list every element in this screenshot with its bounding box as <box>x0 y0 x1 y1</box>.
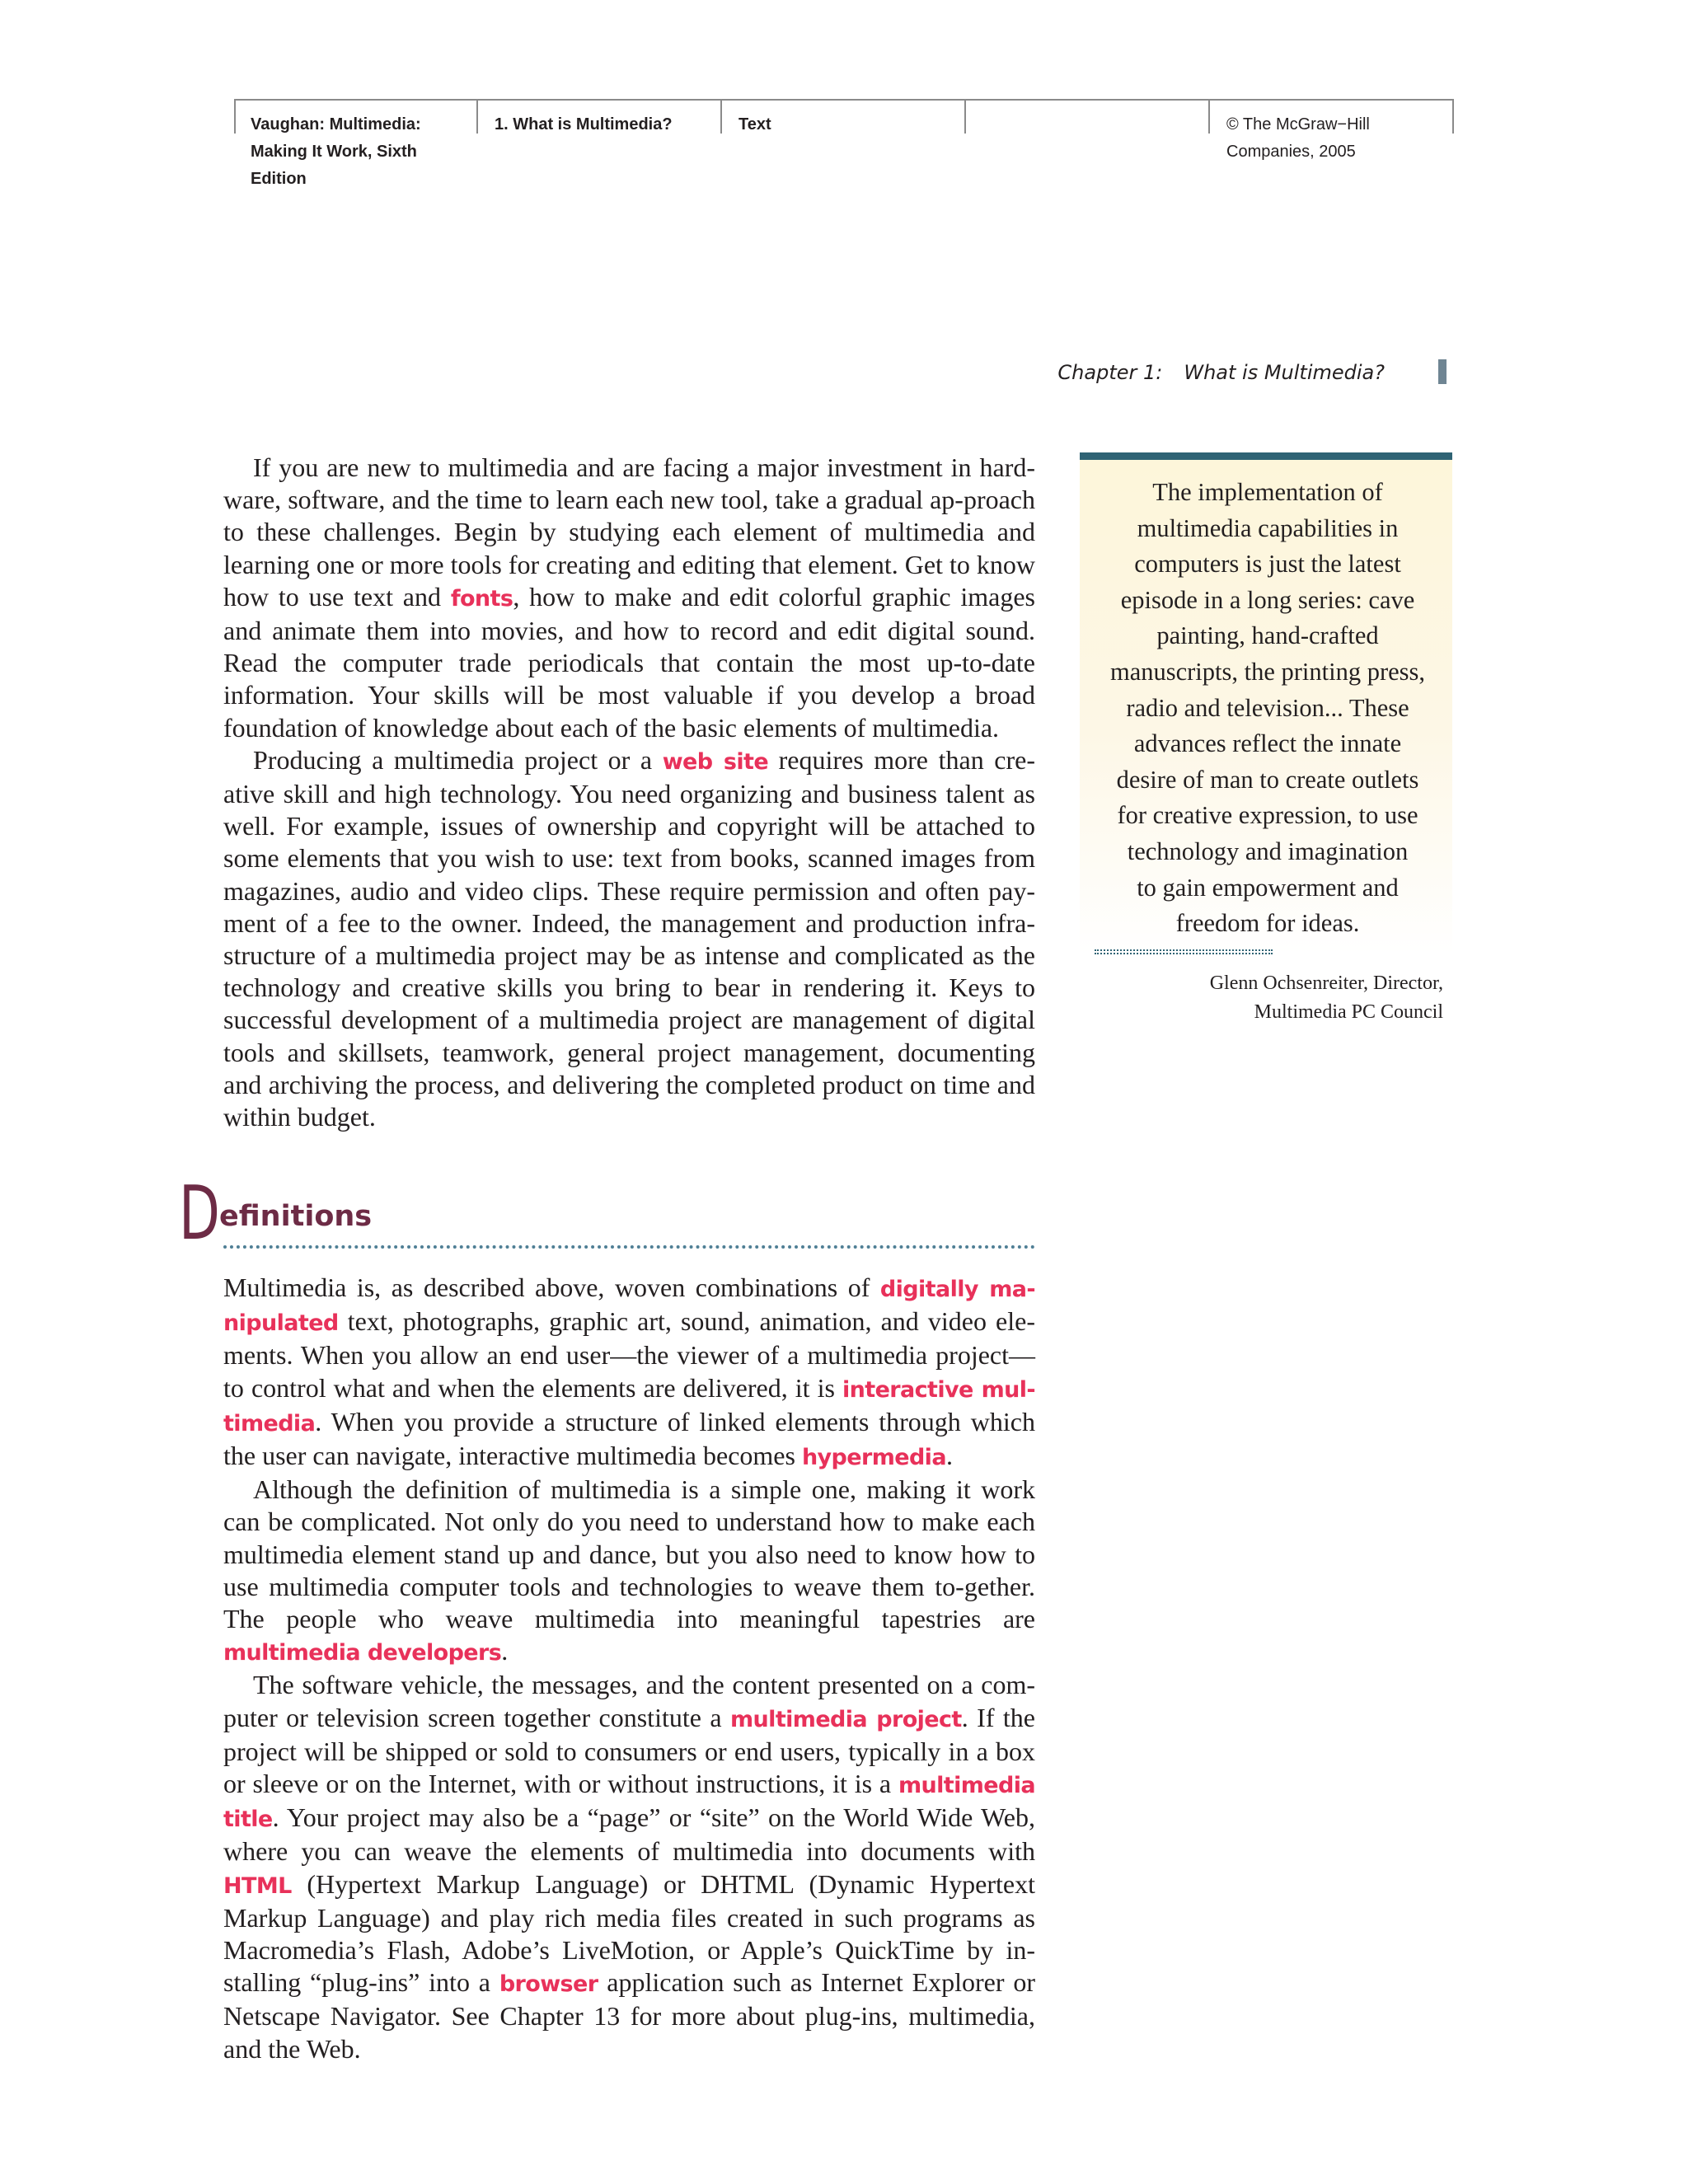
pull-quote: The implementation of multimedia capabilities in computers is just the latest episode in a long series: cave painting, hand-crafted manuscripts, the printing press, radio and television... These advances reflect the innate desire of man to create outlets for creative expression, to use technology and imagination to gain empowerment and freedom for ideas. <box>1109 478 1426 938</box>
paragraph: If you are new to multimedia and are facing a major investment in hard-ware, software, and the time to learn each new tool, take a gradual ap-proach to these challenges. Begin by studying each element of multimedia and learning one or more tools for creating and editing that element. Get to know how to use text and fonts, how to make and edit colorful graphic images and animate them into movies, and how to record and edit digital sound. Read the computer trade periodicals that contain the most up-to-date information. Your skills will be most valuable if you develop a broad foundation of knowledge about each of the basic elements of multimedia. <box>223 452 1036 743</box>
pull-quote-attribution: Glenn Ochsenreiter, Director, Multimedia PC Council <box>1209 972 1443 1023</box>
header-divider <box>1208 101 1210 134</box>
key-term: interactive mul-timedia <box>223 1376 1035 1436</box>
key-term: multimedia developers <box>223 1640 502 1666</box>
definitions-text <box>223 1272 1035 2065</box>
header-divider <box>964 101 966 134</box>
key-term: multimedia project <box>730 1706 962 1732</box>
intro-text <box>223 452 1035 1133</box>
header-divider <box>1452 101 1454 134</box>
paragraph: The software vehicle, the messages, and the content presented on a com-puter or television screen together constitute a multimedia project. If the project will be shipped or sold to consumers or end users, typically in a box or sleeve or on the Internet, with or without instructions, it is a multimedia title. Your project may also be a “page” or “site” on the World Wide Web, where you can weave the elements of multimedia into documents with HTML (Hypertext Markup Language) or DHTML (Dynamic Hypertext Markup Language) and play rich media files created in such programs as Macromedia’s Flash, Adobe’s LiveMotion, or Apple’s QuickTime by in-stalling “plug-ins” into a browser application such as Internet Explorer or Netscape Navigator. See Chapter 13 for more about plug-ins, multimedia, and the Web. <box>223 1670 1036 2064</box>
section-heading-initial: D <box>179 1170 220 1257</box>
header-divider <box>476 101 478 134</box>
paragraph: Multimedia is, as described above, woven combinations of digitally ma-nipulated text, photographs, graphic art, sound, animation, and video ele-ments. When you allow an end user—the viewer of a multimedia project—to control what and when the elements are delivered, it is interactive mul-timedia. When you provide a structure of linked elements through which the user can navigate, interactive multimedia becomes hypermedia. <box>223 1272 1036 1471</box>
key-term: digitally ma-nipulated <box>223 1277 1036 1337</box>
key-term: web site <box>662 748 769 775</box>
running-head-marker <box>1438 359 1447 384</box>
key-term: fonts <box>450 585 513 612</box>
header-book-title: Vaughan: Multimedia: Making It Work, Sixth Edition <box>251 115 421 188</box>
key-term: HTML <box>223 1872 292 1899</box>
header-chapter: 1. What is Multimedia? <box>495 115 673 134</box>
key-term: multimedia title <box>223 1773 1035 1833</box>
header-section: Text <box>738 115 771 134</box>
running-head-chapter-title: What is Multimedia? <box>1184 361 1385 384</box>
running-head-chapter-label: Chapter 1: <box>1057 361 1163 384</box>
header-divider <box>720 101 722 134</box>
paragraph: Producing a multimedia project or a web site requires more than cre-ative skill and high technology. You need organizing and business talent as well. For example, issues of ownership and copyright will be attached to some elements that you wish to use: text from books, scanned images from magazines, audio and video clips. These require permission and often pay-ment of a fee to the owner. Indeed, the management and production infra-structure of a multimedia project may be as intense and complicated as the technology and creative skills you bring to bear in rendering it. Keys to successful development of a multimedia project are management of digital tools and skillsets, teamwork, general project management, documenting and archiving the process, and delivering the completed product on time and within budget. <box>223 744 1035 1132</box>
header-copyright: © The McGraw−Hill Companies, 2005 <box>1226 115 1370 161</box>
section-heading: efinitions <box>219 1200 373 1233</box>
paragraph: Although the definition of multimedia is a simple one, making it work can be complicated. Not only do you need to understand how to make each multimedia element stand up and dance, but you also need to know how to use multimedia computer tools and technologies to weave them to-gether. The people who weave multimedia into meaningful tapestries are multimedia developers. <box>223 1474 1035 1666</box>
header-divider <box>234 101 236 134</box>
key-term: hypermedia <box>801 1445 946 1471</box>
running-head <box>1057 361 1385 384</box>
key-term: browser <box>499 1971 598 1998</box>
pull-quote-dotted-rule <box>1095 949 1273 954</box>
section-dotted-rule <box>223 1245 1035 1249</box>
